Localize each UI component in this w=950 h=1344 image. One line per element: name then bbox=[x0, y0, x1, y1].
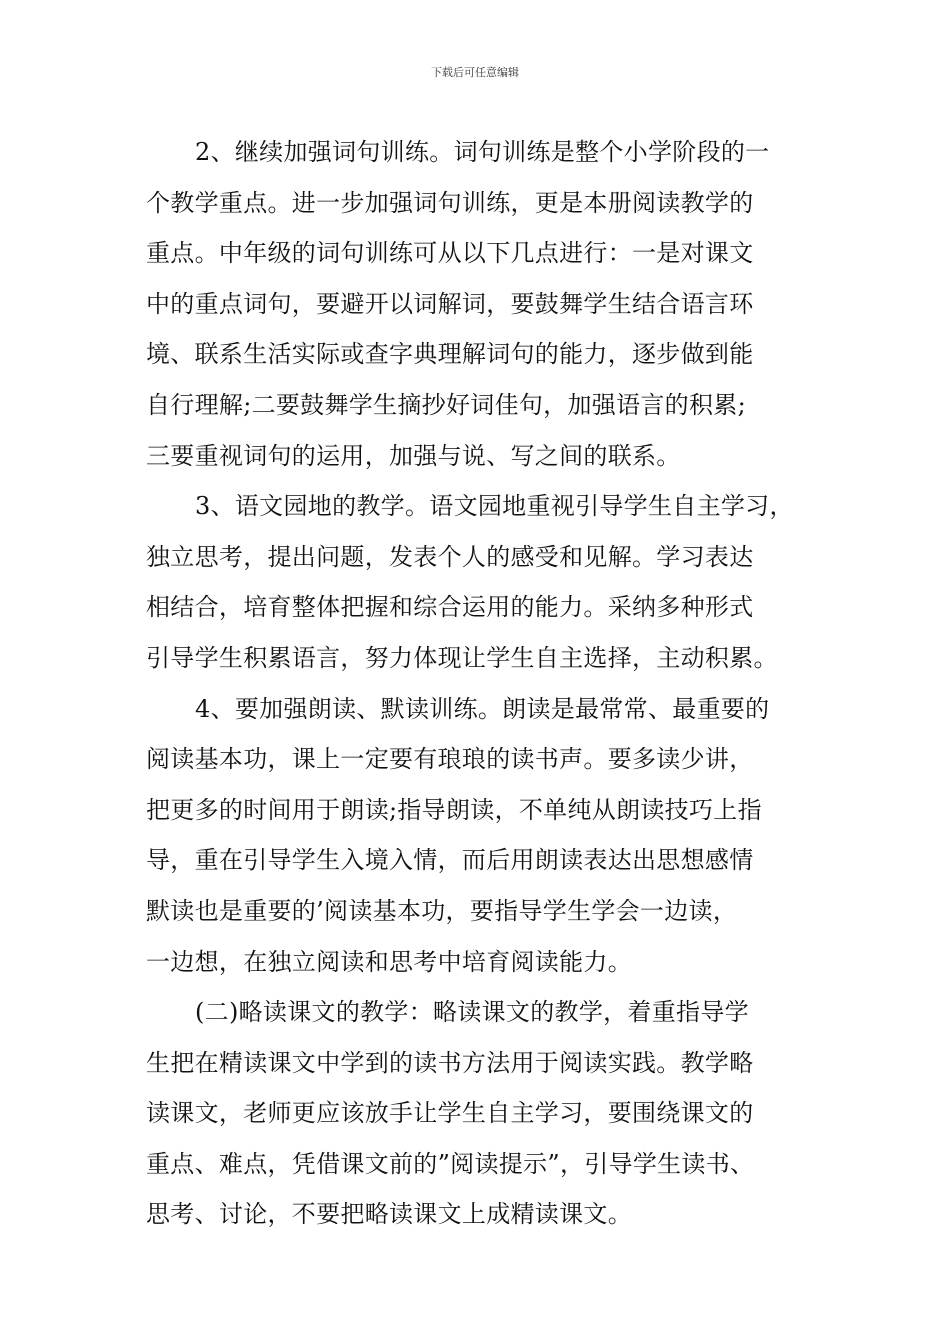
text-line: 4、要加强朗读、默读训练。朗读是最常常、最重要的 bbox=[195, 694, 770, 723]
text-line: 中的重点词句，要避开以词解词，要鼓舞学生结合语言环 bbox=[146, 289, 754, 318]
text-line: 一边想，在独立阅读和思考中培育阅读能力。 bbox=[146, 947, 632, 976]
text-line: 重点、难点，凭借课文前的”阅读提示”，引导学生读书、 bbox=[146, 1149, 755, 1178]
text-line: 默读也是重要的’阅读基本功，要指导学生学会一边读， bbox=[146, 896, 738, 925]
text-line: 独立思考，提出问题，发表个人的感受和见解。学习表达 bbox=[146, 542, 754, 571]
text-line: 读课文，老师更应该放手让学生自主学习，要围绕课文的 bbox=[146, 1099, 754, 1128]
text-line: 重点。中年级的词句训练可从以下几点进行：一是对课文 bbox=[146, 239, 754, 268]
text-line: 引导学生积累语言，努力体现让学生自主选择，主动积累。 bbox=[146, 643, 778, 672]
text-line: 相结合，培育整体把握和综合运用的能力。采纳多种形式 bbox=[146, 593, 754, 622]
text-line: 3、语文园地的教学。语文园地重视引导学生自主学习， bbox=[195, 492, 794, 521]
text-line: 把更多的时间用于朗读;指导朗读，不单纯从朗读技巧上指 bbox=[146, 795, 762, 824]
text-line: 2、继续加强词句训练。词句训练是整个小学阶段的一 bbox=[195, 138, 770, 166]
text-line: 思考、讨论，不要把略读课文上成精读课文。 bbox=[146, 1200, 632, 1229]
document-body bbox=[146, 127, 826, 1240]
text-line: 导，重在引导学生入境入情，而后用朗读表达出思想感情 bbox=[146, 846, 754, 875]
text-line: 自行理解;二要鼓舞学生摘抄好词佳句，加强语言的积累; bbox=[146, 390, 746, 419]
text-line: 个教学重点。进一步加强词句训练，更是本册阅读教学的 bbox=[146, 188, 754, 217]
page-header: 下载后可任意编辑 bbox=[431, 66, 519, 79]
text-line: (二)略读课文的教学：略读课文的教学，着重指导学 bbox=[195, 998, 749, 1027]
text-line: 境、联系生活实际或查字典理解词句的能力，逐步做到能 bbox=[146, 340, 754, 369]
text-line: 阅读基本功，课上一定要有琅琅的读书声。要多读少讲， bbox=[146, 745, 754, 774]
text-line: 生把在精读课文中学到的读书方法用于阅读实践。教学略 bbox=[146, 1048, 754, 1077]
text-line: 三要重视词句的运用，加强与说、写之间的联系。 bbox=[146, 441, 681, 470]
